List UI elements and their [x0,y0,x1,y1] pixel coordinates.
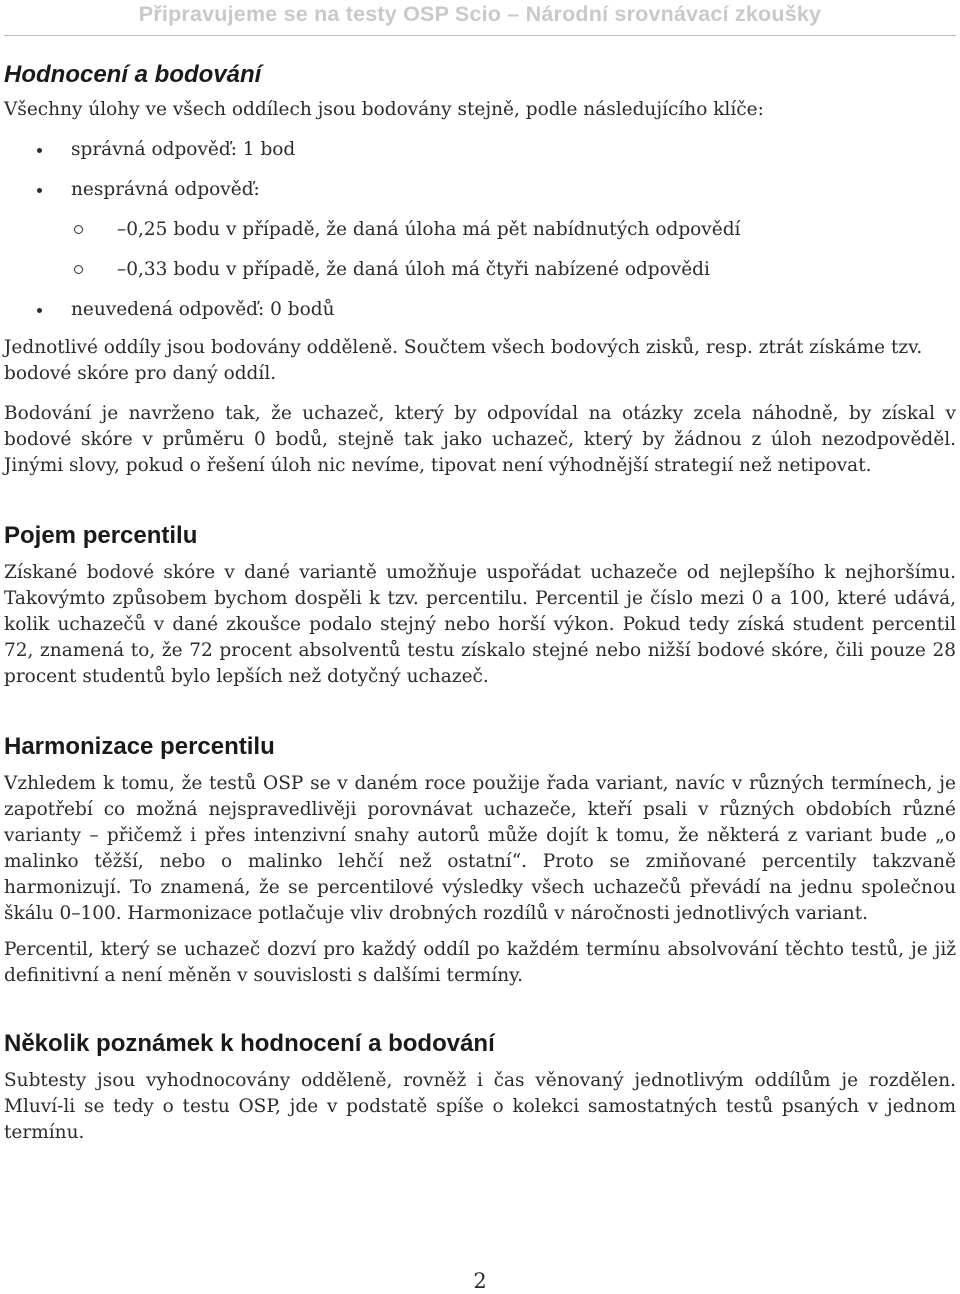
paragraph-intro: Všechny úlohy ve všech oddílech jsou bodovány stejně, podle následujícího klíče: [4,99,764,120]
list-subitem-four-options: –0,33 bodu v případě, že daná úloh má čtyři nabízené odpovědi [4,250,956,290]
heading-pojem-percentilu: Pojem percentilu [4,522,198,549]
heading-harmonizace: Harmonizace percentilu [4,733,275,760]
list-subitem-five-options: –0,25 bodu v případě, že daná úloha má pět nabídnutých odpovědí [4,210,956,250]
paragraph-oddily: Jednotlivé oddíly jsou bodovány odděleně. Součtem všech bodových zisků, resp. ztrát získáme tzv. bodové skóre pro daný oddíl. [4,337,923,384]
paragraph-bodovani: Bodování je navrženo tak, že uchazeč, který by odpovídal na otázky zcela náhodně, by získal v bodové skóre v průměru 0 bodů, stejně tak jako uchazeč, který by žádnou z úloh nezodpověděl. Jinými slovy, pokud o řešení úloh nic nevíme, tipovat není výhodnější strategií než netipovat. [4,403,956,476]
page-number: 2 [473,1269,487,1293]
paragraph-harmonizace: Vzhledem k tomu, že testů OSP se v daném roce použije řada variant, navíc v různých termínech, je zapotřebí co možná nejspravedlivěji porovnávat uchazeče, kteří psali v různých obdobích různé varianty – přičemž i přes intenzivní snahy autorů může dojít k tomu, že některá z variant bude „o malinko těžší, nebo o malinko lehčí než ostatní“. Proto se zmiňované percentily takzvaně harmonizují. To znamená, že se percentilové výsledky všech uchazečů převádí na jednu společnou škálu 0–100. Harmonizace potlačuje vliv drobných rozdílů v náročnosti jednotlivých variant. [4,773,956,924]
list-item-unanswered: neuvedená odpověď: 0 bodů [4,290,956,330]
scoring-list [4,130,956,330]
paragraph-percentil: Získané bodové skóre v dané variantě umožňuje uspořádat uchazeče od nejlepšího k nejhoršímu. Takovýmto způsobem bychom dospěli k tzv. percentilu. Percentil je číslo mezi 0 a 100, které udává, kolik uchazečů v dané zkoušce podalo stejný nebo horší výkon. Pokud tedy získá student percentil 72, znamená to, že 72 procent absolventů testu získalo stejné nebo nižší bodové skóre, čili pouze 28 procent studentů bylo lepších než dotyčný uchazeč. [4,562,956,687]
list-item-incorrect: nesprávná odpověď: [4,170,956,210]
paragraph-definitivni: Percentil, který se uchazeč dozví pro každý oddíl po každém termínu absolvování těchto testů, je již definitivní a není měněn v souvislosti s dalšími termíny. [4,939,956,986]
paragraph-subtesty: Subtesty jsou vyhodnocovány odděleně, rovněž i čas věnovaný jednotlivým oddílům je rozdělen. Mluví-li se tedy o testu OSP, jde v podstatě spíše o kolekci samostatných testů psaných v jednom termínu. [4,1070,956,1143]
running-header: Připravujeme se na testy OSP Scio – Národní srovnávací zkoušky [138,2,822,26]
heading-hodnoceni: Hodnocení a bodování [4,61,262,88]
page-content [4,56,956,1146]
heading-poznamky: Několik poznámek k hodnocení a bodování [4,1030,495,1057]
list-item-correct: správná odpověď: 1 bod [4,130,956,170]
header-divider [4,35,956,36]
